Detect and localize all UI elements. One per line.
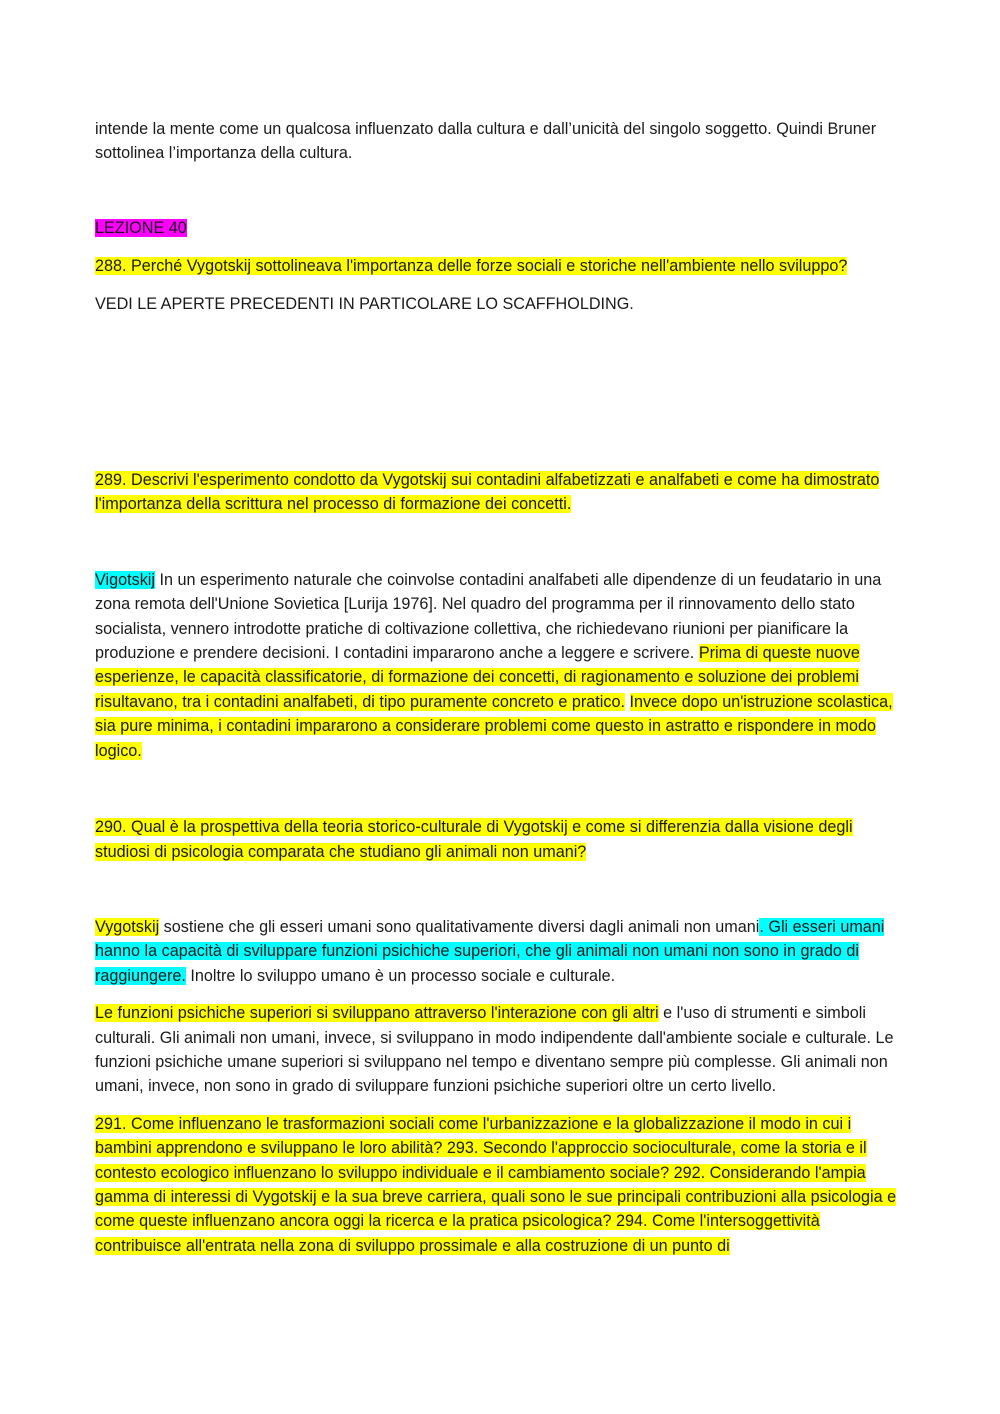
question-290-text: 290. Qual è la prospettiva della teoria storico-culturale di Vygotskij e come si differenzia dalla visione degli studiosi di psicologia comparata che studiano gli animali non umani? bbox=[95, 818, 853, 861]
answer-290-paragraph-1 bbox=[95, 915, 907, 988]
lesson-heading bbox=[95, 216, 907, 240]
question-291-block bbox=[95, 1112, 907, 1258]
answer-290-part1: sostiene che gli esseri umani sono qualitativamente diversi dagli animali non umani bbox=[159, 917, 760, 936]
intro-paragraph bbox=[95, 117, 907, 166]
question-290 bbox=[95, 815, 907, 864]
answer-289 bbox=[95, 568, 907, 763]
answer-289-highlight2: Invece dopo un'istruzione scolastica, sia pure minima, i contadini impararono a considerare problemi come questo in astratto e rispondere in modo logico. bbox=[95, 692, 893, 760]
answer-289-name: Vigotskij bbox=[95, 570, 155, 589]
answer-289-part2 bbox=[625, 693, 630, 711]
answer-290-part2: Inoltre lo sviluppo umano è un processo sociale e culturale. bbox=[185, 966, 616, 985]
question-288 bbox=[95, 254, 907, 278]
answer-290-name: Vygotskij bbox=[95, 917, 160, 936]
answer-290-paragraph-2 bbox=[95, 1001, 907, 1099]
answer-288 bbox=[95, 292, 907, 316]
answer-289-part1: In un esperimento naturale che coinvolse contadini analfabeti alle dipendenze di un feudatario in una zona remota dell'Unione Sovietica [Lurija 1976]. Nel quadro del programma per il rinnovamento dello stato socialista, vennero introdotte pratiche di coltivazione collettiva, che richiedevano riunioni per pianificare la produzione e prendere decisioni. I contadini impararono anche a leggere e scrivere. bbox=[95, 570, 882, 663]
answer-290-highlight-2: Le funzioni psichiche superiori si sviluppano attraverso l'interazione con gli altri bbox=[95, 1004, 659, 1023]
question-291-text: 291. Come influenzano le trasformazioni sociali come l'urbanizzazione e la globalizzazione il modo in cui i bambini apprendono e sviluppano le loro abilità? 293. Secondo l'approccio socioculturale, come la storia e il contesto ecologico influenzano lo sviluppo individuale e il cambiamento sociale? 292. Considerando l'ampia gamma di interessi di Vygotskij e la sua breve carriera, quali sono le sue principali contribuzioni alla psicologia e come queste influenzano ancora oggi la ricerca e la pratica psicologica? 294. Come l'intersoggettività contribuisce all'entrata nella zona di sviluppo prossimale e alla costruzione di un punto di bbox=[95, 1114, 897, 1255]
lesson-label: LEZIONE 40 bbox=[95, 218, 187, 237]
answer-289-highlight1: Prima di queste nuove esperienze, le capacità classificatorie, di formazione dei concetti, di ragionamento e soluzione dei problemi risultavano, tra i contadini analfabeti, di tipo puramente concreto e pratico. bbox=[95, 644, 860, 711]
answer-288-text: VEDI LE APERTE PRECEDENTI IN PARTICOLARE LO SCAFFHOLDING. bbox=[95, 294, 634, 313]
question-289 bbox=[95, 468, 907, 517]
document-page bbox=[95, 117, 907, 1258]
question-288-text: 288. Perché Vygotskij sottolineava l'importanza delle forze sociali e storiche nell'ambiente nello sviluppo? bbox=[95, 257, 848, 276]
answer-290-part3: e l'uso di strumenti e simboli culturali. Gli animali non umani, invece, si sviluppano in modo indipendente dall'ambiente sociale e culturale. Le funzioni psichiche umane superiori si sviluppano nel tempo e diventano sempre più complesse. Gli animali non umani, invece, non sono in grado di sviluppare funzioni psichiche superiori oltre un certo livello. bbox=[95, 1004, 894, 1096]
intro-text: intende la mente come un qualcosa influenzato dalla cultura e dall’unicità del singolo soggetto. Quindi Bruner sottolinea l’importanza della cultura. bbox=[95, 120, 877, 163]
answer-290-highlight: . Gli esseri umani hanno la capacità di sviluppare funzioni psichiche superiori, che gli animali non umani non sono in grado di raggiungere. bbox=[95, 917, 885, 985]
question-289-text: 289. Descrivi l'esperimento condotto da Vygotskij sui contadini alfabetizzati e analfabeti e come ha dimostrato l'importanza della scrittura nel processo di formazione dei concetti. bbox=[95, 471, 880, 514]
